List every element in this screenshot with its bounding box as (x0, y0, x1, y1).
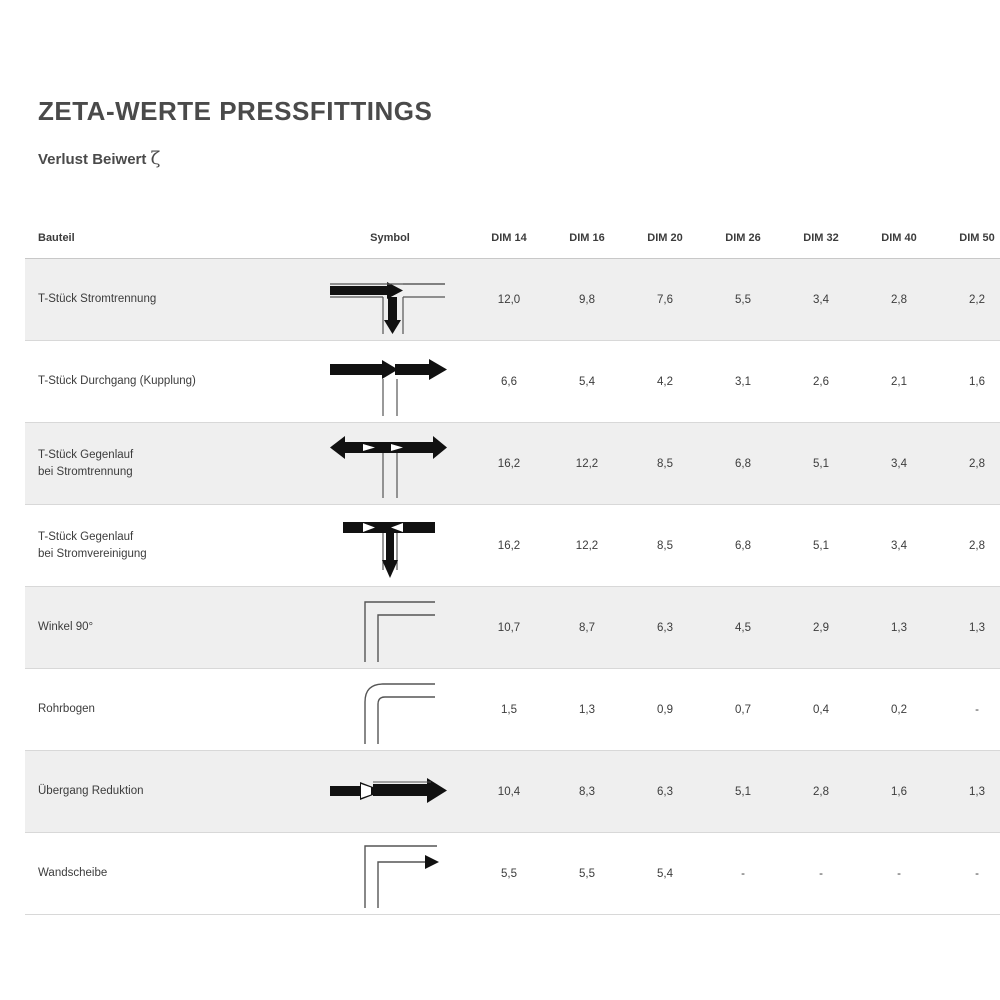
cell-value-dim-32: 0,4 (782, 669, 860, 751)
cell-value-dim-14: 10,4 (470, 751, 548, 833)
cell-value-dim-32: 2,8 (782, 751, 860, 833)
cell-value-dim-20: 7,6 (626, 259, 704, 341)
cell-value-dim-50: 1,3 (938, 751, 1000, 833)
table-row (25, 259, 1000, 341)
cell-value-dim-50: 2,8 (938, 505, 1000, 587)
cell-value-dim-32: - (782, 833, 860, 915)
cell-value-dim-40: 0,2 (860, 669, 938, 751)
cell-value-dim-20: 5,4 (626, 833, 704, 915)
cell-bauteil-line1: T-Stück Gegenlauf (38, 530, 134, 543)
cell-value-dim-14: 16,2 (470, 423, 548, 505)
page-title: ZETA-WERTE PRESSFITTINGS (38, 96, 433, 126)
column-header-dim-40: DIM 40 (860, 222, 938, 259)
column-header-dim-50: DIM 50 (938, 222, 1000, 259)
cell-value-dim-40: 2,1 (860, 341, 938, 423)
tee-branch-flow-split-icon (310, 260, 470, 339)
cell-value-dim-26: 5,5 (704, 259, 782, 341)
table-row (25, 341, 1000, 423)
cell-value-dim-50: - (938, 669, 1000, 751)
cell-symbol (310, 833, 470, 915)
cell-value-dim-50: 2,2 (938, 259, 1000, 341)
cell-value-dim-40: - (860, 833, 938, 915)
column-header-dim-32: DIM 32 (782, 222, 860, 259)
cell-value-dim-26: - (704, 833, 782, 915)
column-header-bauteil: Bauteil (25, 222, 310, 259)
page-subtitle (38, 148, 160, 169)
cell-bauteil (25, 505, 310, 587)
table-row (25, 505, 1000, 587)
cell-value-dim-16: 5,5 (548, 833, 626, 915)
cell-value-dim-32: 2,9 (782, 587, 860, 669)
cell-value-dim-14: 1,5 (470, 669, 548, 751)
column-header-dim-16: DIM 16 (548, 222, 626, 259)
cell-value-dim-26: 6,8 (704, 423, 782, 505)
tee-counterflow-split-icon (310, 424, 470, 503)
cell-value-dim-40: 3,4 (860, 423, 938, 505)
cell-value-dim-26: 4,5 (704, 587, 782, 669)
cell-value-dim-40: 3,4 (860, 505, 938, 587)
cell-symbol (310, 669, 470, 751)
cell-value-dim-16: 5,4 (548, 341, 626, 423)
cell-value-dim-26: 5,1 (704, 751, 782, 833)
cell-value-dim-32: 5,1 (782, 423, 860, 505)
cell-bauteil: T-Stück Stromtrennung (25, 259, 310, 341)
cell-value-dim-50: - (938, 833, 1000, 915)
tee-straight-through-icon (310, 342, 470, 421)
cell-bauteil: Rohrbogen (25, 669, 310, 751)
tee-counterflow-merge-icon (310, 506, 470, 585)
table-row (25, 669, 1000, 751)
column-header-dim-26: DIM 26 (704, 222, 782, 259)
table-row (25, 833, 1000, 915)
reducer-transition-icon (310, 752, 470, 831)
cell-value-dim-50: 1,3 (938, 587, 1000, 669)
column-header-symbol: Symbol (310, 222, 470, 259)
cell-value-dim-40: 1,3 (860, 587, 938, 669)
cell-value-dim-50: 2,8 (938, 423, 1000, 505)
cell-bauteil: Übergang Reduktion (25, 751, 310, 833)
table-row (25, 751, 1000, 833)
cell-bauteil: T-Stück Durchgang (Kupplung) (25, 341, 310, 423)
cell-value-dim-14: 5,5 (470, 833, 548, 915)
cell-value-dim-16: 1,3 (548, 669, 626, 751)
cell-value-dim-14: 6,6 (470, 341, 548, 423)
cell-bauteil-line1: T-Stück Gegenlauf (38, 448, 134, 461)
cell-value-dim-40: 1,6 (860, 751, 938, 833)
cell-bauteil: Winkel 90° (25, 587, 310, 669)
cell-symbol (310, 751, 470, 833)
cell-value-dim-26: 0,7 (704, 669, 782, 751)
cell-value-dim-26: 3,1 (704, 341, 782, 423)
elbow-90-sharp-icon (310, 588, 470, 667)
cell-symbol (310, 259, 470, 341)
wall-plate-elbow-icon (310, 834, 470, 913)
cell-value-dim-16: 9,8 (548, 259, 626, 341)
cell-value-dim-20: 8,5 (626, 423, 704, 505)
cell-value-dim-16: 8,3 (548, 751, 626, 833)
table-row (25, 423, 1000, 505)
column-header-dim-14: DIM 14 (470, 222, 548, 259)
cell-value-dim-26: 6,8 (704, 505, 782, 587)
cell-bauteil: Wandscheibe (25, 833, 310, 915)
cell-bauteil-line2: bei Stromtrennung (38, 465, 133, 478)
table-header (25, 222, 1000, 259)
cell-bauteil (25, 423, 310, 505)
cell-value-dim-40: 2,8 (860, 259, 938, 341)
cell-bauteil-line2: bei Stromvereinigung (38, 547, 147, 560)
cell-value-dim-32: 3,4 (782, 259, 860, 341)
table-body (25, 259, 1000, 915)
cell-symbol (310, 505, 470, 587)
cell-symbol (310, 587, 470, 669)
table-row (25, 587, 1000, 669)
column-header-dim-20: DIM 20 (626, 222, 704, 259)
cell-value-dim-14: 12,0 (470, 259, 548, 341)
cell-value-dim-16: 12,2 (548, 423, 626, 505)
zeta-symbol: ζ (150, 148, 161, 169)
cell-value-dim-20: 6,3 (626, 751, 704, 833)
subtitle-text: Verlust Beiwert (38, 151, 147, 168)
table-header-row (25, 222, 1000, 259)
pipe-bend-radius-icon (310, 670, 470, 749)
zeta-values-table (25, 222, 1000, 915)
cell-symbol (310, 341, 470, 423)
cell-value-dim-14: 10,7 (470, 587, 548, 669)
cell-value-dim-20: 8,5 (626, 505, 704, 587)
cell-symbol (310, 423, 470, 505)
cell-value-dim-20: 6,3 (626, 587, 704, 669)
cell-value-dim-20: 4,2 (626, 341, 704, 423)
cell-value-dim-16: 12,2 (548, 505, 626, 587)
cell-value-dim-32: 2,6 (782, 341, 860, 423)
cell-value-dim-14: 16,2 (470, 505, 548, 587)
cell-value-dim-32: 5,1 (782, 505, 860, 587)
cell-value-dim-20: 0,9 (626, 669, 704, 751)
cell-value-dim-50: 1,6 (938, 341, 1000, 423)
cell-value-dim-16: 8,7 (548, 587, 626, 669)
